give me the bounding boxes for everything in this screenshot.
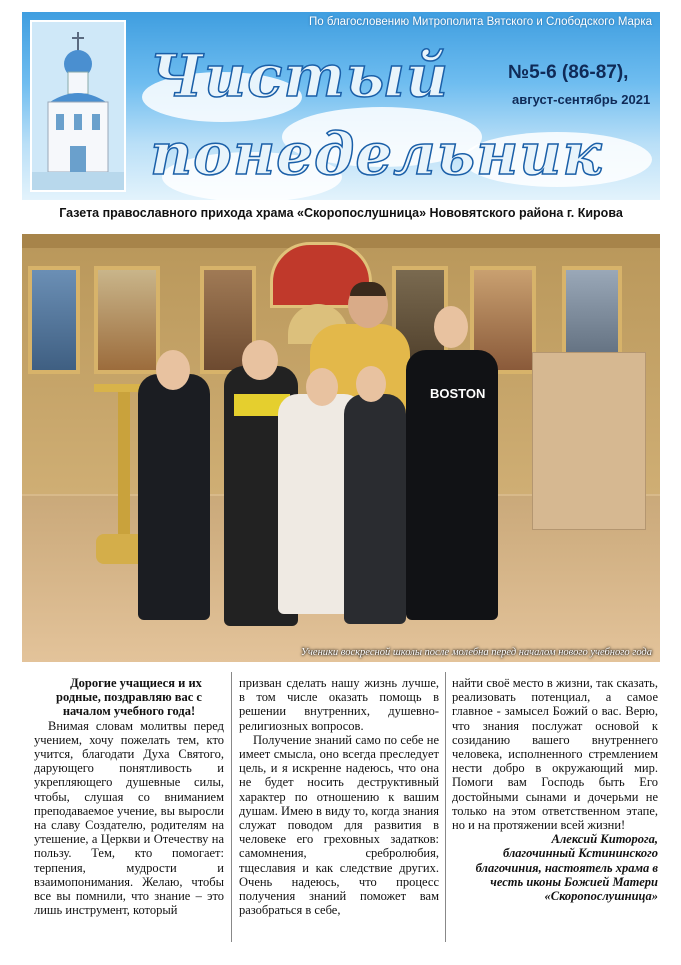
masthead-banner: [22, 12, 660, 200]
group-photo: [22, 234, 660, 662]
article-column-3: [452, 676, 658, 903]
issue-date: август-сентябрь 2021: [512, 92, 651, 107]
article-paragraph: найти своё место в жизни, так сказать, реализовать потенциал, а самое главное - замысел Божий о вас. Верю, что знания послужат основой к созиданию вашего внутреннего человека, исполненного стремлением нести добро в окружающий мир. Помоги вам Господь быть Его достойными сынами и дочерьми не только на этом ответственном этапе, но и на протяжении всей жизни!: [452, 676, 658, 833]
issue-number: №5-6 (86-87),: [508, 62, 629, 83]
article-paragraph: Внимая словам молитвы перед учением, хочу пожелать тем, кто учится, благодати Духа Святого, дарующего понятливость и укрепляющего душевные силы, чтобы, слушая со вниманием преподаваемое учение, вы выросли на славу Создателю, родителям на утешение, а Церкви и Отечеству на пользу. Тем, кто помогает: терпения, мудрости и взаимопонимания. Желаю, чтобы все вы помнили, что знание – это лишь инструмент, который: [34, 718, 224, 918]
newspaper-title-line1: Чистый: [150, 42, 450, 110]
photo-caption: Ученики воскресной школы после молебна перед началом нового учебного года: [300, 647, 652, 658]
shirt-print: BOSTON: [430, 386, 486, 401]
person-boy-3: [344, 394, 406, 624]
article-column-2: [239, 676, 439, 917]
blessing-line: По благословению Митрополита Вятского и Слободского Марка: [309, 16, 652, 28]
article-greeting: Дорогие учащиеся и их родные, поздравляю вас с началом учебного года!: [56, 676, 202, 719]
article-paragraph: призван сделать нашу жизнь лучше, в том числе оказать помощь в решении внутренних, душевно-религиозных вопросов.: [239, 676, 439, 733]
newspaper-subtitle: Газета православного прихода храма «Скоропослушница» Нововятского района г. Кирова: [59, 206, 623, 220]
signature-name: Алексий Киторога,: [551, 832, 658, 847]
church-icon: [32, 22, 124, 190]
signature-title: благочинный Кстининского благочиния, настоятель храма в честь иконы Божией Матери «Скоропослушница»: [475, 846, 658, 904]
article-paragraph: Получение знаний само по себе не имеет смысла, оно всегда преследует цель, и я искренне надеюсь, что она не будет носить деструктивный характер по отношению к вашим душам. Имею в виду то, когда знания служат поводом для развития в человеке его греховных задатков: самомнения, сребролюбия, тщеславия и как следствие других. Очень надеюсь, что процесс получения знаний поможет вам разобраться в себе,: [239, 732, 439, 918]
icon-panel: [28, 266, 80, 374]
icon-panel: [94, 266, 160, 374]
person-boy-1: [138, 374, 210, 620]
article-column-1: [34, 676, 224, 917]
church-illustration: [30, 20, 126, 192]
newspaper-title-line2: понедельник: [150, 120, 603, 188]
